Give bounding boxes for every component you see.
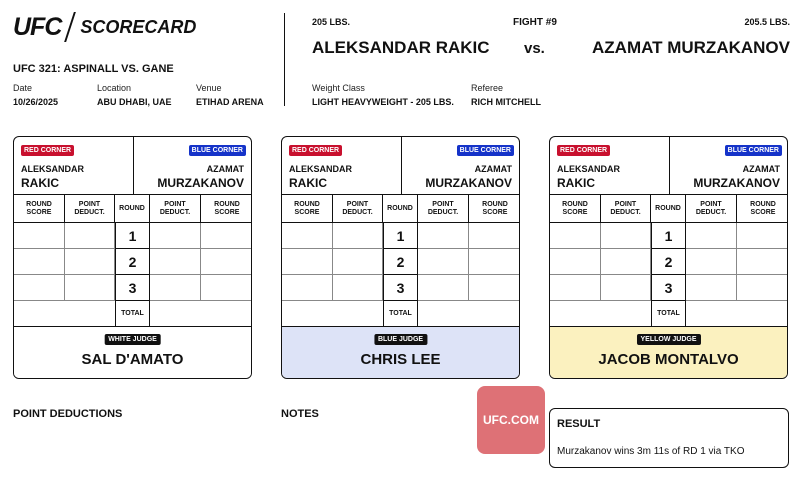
- red-last-name: RAKIC: [21, 176, 59, 190]
- blue-corner-badge: BLUE CORNER: [457, 145, 514, 156]
- round-number: 3: [383, 275, 418, 301]
- red-point-deduct-cell[interactable]: [333, 223, 383, 249]
- red-last-name: RAKIC: [557, 176, 595, 190]
- blue-point-deduct-cell[interactable]: [686, 275, 737, 301]
- blue-round-score-cell[interactable]: [737, 275, 788, 301]
- red-round-score-header: ROUND SCORE: [550, 195, 601, 223]
- red-point-deduct-cell[interactable]: [601, 275, 651, 301]
- date-label: Date: [13, 83, 33, 93]
- red-corner-badge: RED CORNER: [557, 145, 610, 156]
- blue-total-cell[interactable]: [686, 301, 788, 326]
- round-number: 1: [115, 223, 150, 249]
- blue-round-score-cell[interactable]: [201, 275, 252, 301]
- judge-badge: BLUE JUDGE: [374, 334, 427, 345]
- blue-fighter-weight: 205.5 LBS.: [744, 17, 790, 27]
- blue-point-deduct-header: POINT DEDUCT.: [150, 195, 201, 223]
- venue-label: Venue: [196, 83, 222, 93]
- blue-point-deduct-cell[interactable]: [686, 223, 737, 249]
- corner-header: [550, 137, 787, 195]
- red-point-deduct-header: POINT DEDUCT.: [65, 195, 115, 223]
- round-number: 2: [651, 249, 686, 275]
- judge-area: [550, 326, 787, 379]
- judge-area: [14, 326, 251, 379]
- judge-scorecard-1: [13, 136, 252, 379]
- blue-point-deduct-cell[interactable]: [418, 275, 469, 301]
- total-label: TOTAL: [383, 301, 418, 326]
- red-point-deduct-cell[interactable]: [601, 249, 651, 275]
- red-round-score-cell[interactable]: [282, 223, 333, 249]
- blue-point-deduct-cell[interactable]: [418, 249, 469, 275]
- red-point-deduct-cell[interactable]: [65, 275, 115, 301]
- date-value: 10/26/2025: [13, 97, 59, 107]
- red-total-cell[interactable]: [550, 301, 651, 326]
- total-label: TOTAL: [651, 301, 686, 326]
- blue-point-deduct-header: POINT DEDUCT.: [418, 195, 469, 223]
- judge-scorecard-3: [549, 136, 788, 379]
- referee-value: RICH MITCHELL: [471, 97, 541, 107]
- blue-round-score-header: ROUND SCORE: [201, 195, 252, 223]
- red-corner-badge: RED CORNER: [21, 145, 74, 156]
- ufc-com-badge[interactable]: UFC.COM: [477, 386, 545, 454]
- venue-value: ETIHAD ARENA: [196, 97, 264, 107]
- total-label: TOTAL: [115, 301, 150, 326]
- red-round-score-header: ROUND SCORE: [14, 195, 65, 223]
- referee-label: Referee: [471, 83, 504, 93]
- red-point-deduct-cell[interactable]: [65, 223, 115, 249]
- judge-badge: YELLOW JUDGE: [636, 334, 700, 345]
- judge-area: [282, 326, 519, 379]
- round-number: 1: [383, 223, 418, 249]
- blue-round-score-cell[interactable]: [201, 223, 252, 249]
- red-total-cell[interactable]: [282, 301, 383, 326]
- blue-point-deduct-cell[interactable]: [686, 249, 737, 275]
- judge-badge: WHITE JUDGE: [104, 334, 161, 345]
- round-header: ROUND: [651, 195, 686, 223]
- blue-first-name: AZAMAT: [206, 164, 244, 174]
- blue-point-deduct-cell[interactable]: [150, 223, 201, 249]
- blue-first-name: AZAMAT: [742, 164, 780, 174]
- point-deductions-title: POINT DEDUCTIONS: [13, 408, 123, 420]
- red-round-score-cell[interactable]: [550, 223, 601, 249]
- red-point-deduct-cell[interactable]: [601, 223, 651, 249]
- round-header: ROUND: [383, 195, 418, 223]
- blue-last-name: MURZAKANOV: [425, 176, 512, 190]
- red-point-deduct-cell[interactable]: [333, 249, 383, 275]
- blue-round-score-cell[interactable]: [201, 249, 252, 275]
- red-point-deduct-cell[interactable]: [333, 275, 383, 301]
- blue-last-name: MURZAKANOV: [693, 176, 780, 190]
- round-header: ROUND: [115, 195, 150, 223]
- red-round-score-header: ROUND SCORE: [282, 195, 333, 223]
- round-number: 2: [115, 249, 150, 275]
- blue-corner-badge: BLUE CORNER: [725, 145, 782, 156]
- red-round-score-cell[interactable]: [550, 249, 601, 275]
- blue-total-cell[interactable]: [150, 301, 252, 326]
- location-label: Location: [97, 83, 132, 93]
- red-first-name: ALEKSANDAR: [557, 164, 620, 174]
- blue-round-score-header: ROUND SCORE: [737, 195, 788, 223]
- red-last-name: RAKIC: [289, 176, 327, 190]
- blue-point-deduct-cell[interactable]: [150, 249, 201, 275]
- notes-title: NOTES: [281, 408, 319, 420]
- brand-header: [13, 10, 196, 44]
- result-title: RESULT: [557, 418, 601, 430]
- corner-divider: [133, 137, 134, 195]
- red-corner-badge: RED CORNER: [289, 145, 342, 156]
- red-round-score-cell[interactable]: [14, 249, 65, 275]
- location-value: ABU DHABI, UAE: [97, 97, 172, 107]
- logo-divider: [65, 12, 77, 42]
- fight-number: FIGHT #9: [513, 17, 557, 28]
- round-number: 1: [651, 223, 686, 249]
- blue-total-cell[interactable]: [418, 301, 520, 326]
- header-divider: [284, 13, 285, 106]
- red-round-score-cell[interactable]: [282, 249, 333, 275]
- blue-round-score-cell[interactable]: [737, 223, 788, 249]
- red-round-score-cell[interactable]: [14, 275, 65, 301]
- red-first-name: ALEKSANDAR: [21, 164, 84, 174]
- judge-scorecard-2: [281, 136, 520, 379]
- blue-round-score-cell[interactable]: [469, 275, 520, 301]
- red-point-deduct-cell[interactable]: [65, 249, 115, 275]
- blue-first-name: AZAMAT: [474, 164, 512, 174]
- red-round-score-cell[interactable]: [14, 223, 65, 249]
- round-number: 3: [651, 275, 686, 301]
- result-box: [549, 408, 789, 468]
- red-point-deduct-header: POINT DEDUCT.: [333, 195, 383, 223]
- red-round-score-cell[interactable]: [282, 275, 333, 301]
- judge-name: SAL D'AMATO: [81, 351, 184, 368]
- result-text: Murzakanov wins 3m 11s of RD 1 via TKO: [557, 446, 745, 457]
- blue-point-deduct-cell[interactable]: [418, 223, 469, 249]
- blue-round-score-cell[interactable]: [469, 223, 520, 249]
- judge-name: JACOB MONTALVO: [598, 351, 739, 368]
- round-number: 3: [115, 275, 150, 301]
- event-name: UFC 321: ASPINALL VS. GANE: [13, 63, 174, 75]
- weight-class-value: LIGHT HEAVYWEIGHT - 205 LBS.: [312, 97, 454, 107]
- blue-round-score-cell[interactable]: [469, 249, 520, 275]
- judge-name: CHRIS LEE: [360, 351, 441, 368]
- ufc-logo: UFC: [13, 12, 62, 41]
- blue-round-score-header: ROUND SCORE: [469, 195, 520, 223]
- blue-point-deduct-header: POINT DEDUCT.: [686, 195, 737, 223]
- scorecard-title: SCORECARD: [80, 16, 197, 37]
- red-round-score-cell[interactable]: [550, 275, 601, 301]
- red-fighter-weight: 205 LBS.: [312, 17, 351, 27]
- versus-label: vs.: [524, 40, 545, 57]
- red-fighter-name: ALEKSANDAR RAKIC: [312, 38, 490, 57]
- weight-class-label: Weight Class: [312, 83, 365, 93]
- blue-round-score-cell[interactable]: [737, 249, 788, 275]
- blue-last-name: MURZAKANOV: [157, 176, 244, 190]
- blue-fighter-name: AZAMAT MURZAKANOV: [592, 38, 790, 57]
- corner-header: [14, 137, 251, 195]
- red-first-name: ALEKSANDAR: [289, 164, 352, 174]
- blue-point-deduct-cell[interactable]: [150, 275, 201, 301]
- red-total-cell[interactable]: [14, 301, 115, 326]
- corner-divider: [669, 137, 670, 195]
- red-point-deduct-header: POINT DEDUCT.: [601, 195, 651, 223]
- blue-corner-badge: BLUE CORNER: [189, 145, 246, 156]
- corner-divider: [401, 137, 402, 195]
- round-number: 2: [383, 249, 418, 275]
- corner-header: [282, 137, 519, 195]
